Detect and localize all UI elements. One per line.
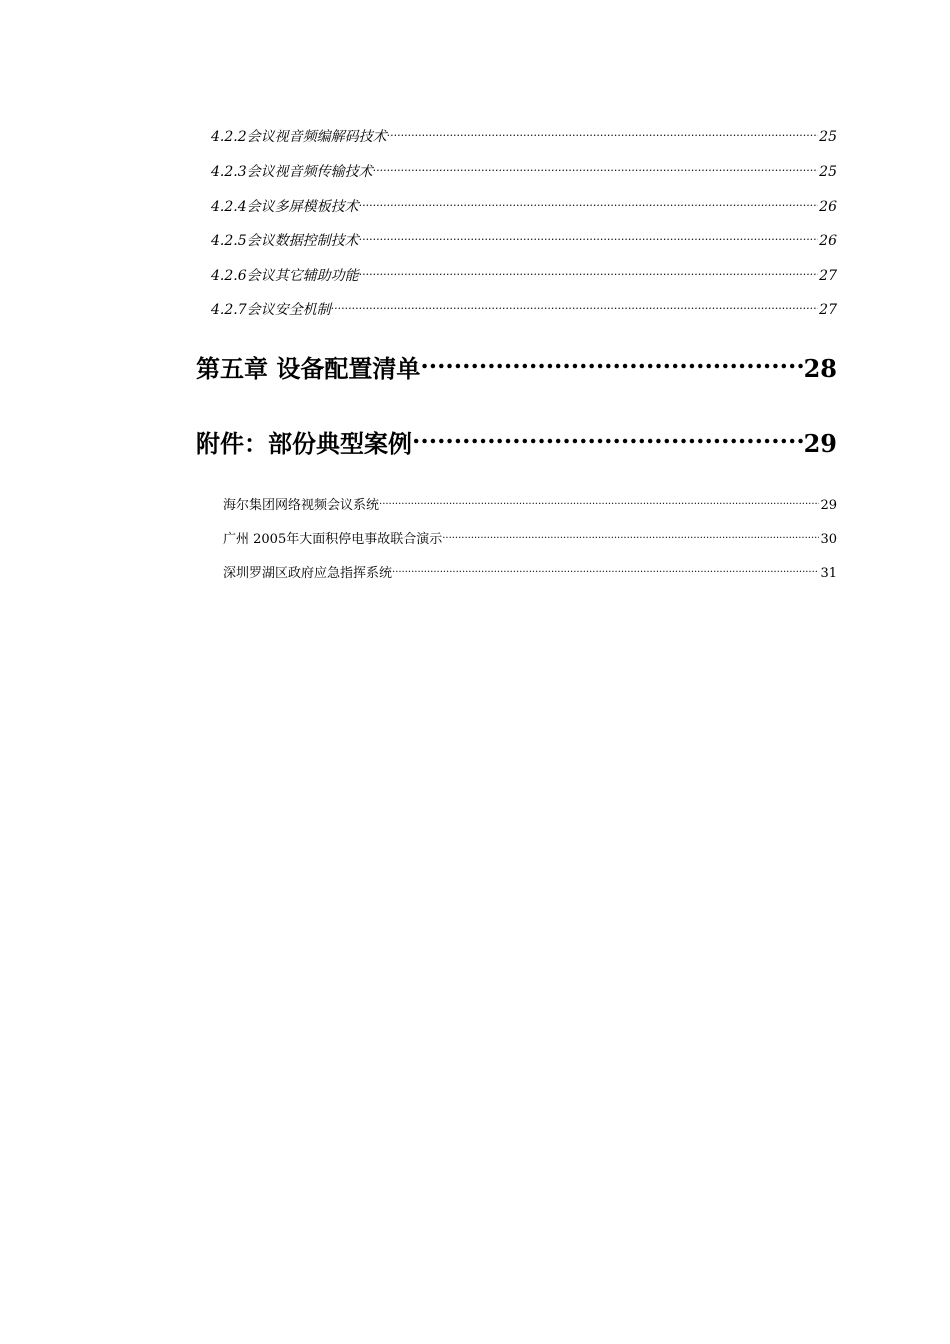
toc-page-number: 25 [819,164,837,180]
toc-appendix[interactable] [196,424,837,458]
toc-case-guangzhou[interactable] [223,527,837,547]
dot-leader [359,229,819,245]
toc-chapter-label: 第五章 设备配置清单 [196,354,421,383]
toc-entry-4-2-6[interactable] [211,264,837,284]
toc-chapter-label: 附件：部份典型案例 [196,429,412,458]
toc-entry-label: 4.2.7会议安全机制 [211,302,331,318]
dot-leader [373,160,819,176]
toc-entry-label: 深圳罗湖区政府应急指挥系统 [223,566,393,581]
toc-page-number: 29 [820,498,837,513]
dot-leader [359,264,819,280]
dot-leader [331,298,819,314]
toc-entry-4-2-2[interactable] [211,125,837,145]
toc-entry-label: 4.2.2会议视音频编解码技术 [211,129,387,145]
toc-case-shenzhen[interactable] [223,561,837,581]
toc-entry-label: 海尔集团网络视频会议系统 [223,498,380,513]
toc-page-number: 29 [803,429,837,458]
toc-page-number: 26 [819,199,837,215]
toc-entry-4-2-7[interactable] [211,298,837,318]
toc-page-number: 31 [820,566,837,581]
dot-leader [420,351,802,377]
toc-entry-label: 4.2.4会议多屏模板技术 [211,199,359,215]
dot-leader [392,561,819,577]
dot-leader [379,493,819,509]
toc-case-haier[interactable] [223,493,837,513]
toc-page-number: 26 [819,233,837,249]
toc-entry-label: 广州 2005年大面积停电事故联合演示 [223,532,443,547]
toc-page-number: 30 [820,532,837,547]
dot-leader [359,195,819,211]
toc-entry-label: 4.2.3会议视音频传输技术 [211,164,373,180]
toc-page-number: 27 [819,268,837,284]
toc-chapter-5[interactable] [196,349,837,383]
toc-page-number: 28 [803,354,837,383]
toc-entry-label: 4.2.6会议其它辅助功能 [211,268,359,284]
toc-entry-4-2-4[interactable] [211,195,837,215]
toc-page-number: 27 [819,302,837,318]
toc-entry-label: 4.2.5会议数据控制技术 [211,233,359,249]
toc-entry-4-2-5[interactable] [211,229,837,249]
toc-entry-4-2-3[interactable] [211,160,837,180]
dot-leader [387,125,819,141]
toc-page-number: 25 [819,129,837,145]
dot-leader [442,527,819,543]
dot-leader [412,426,803,452]
